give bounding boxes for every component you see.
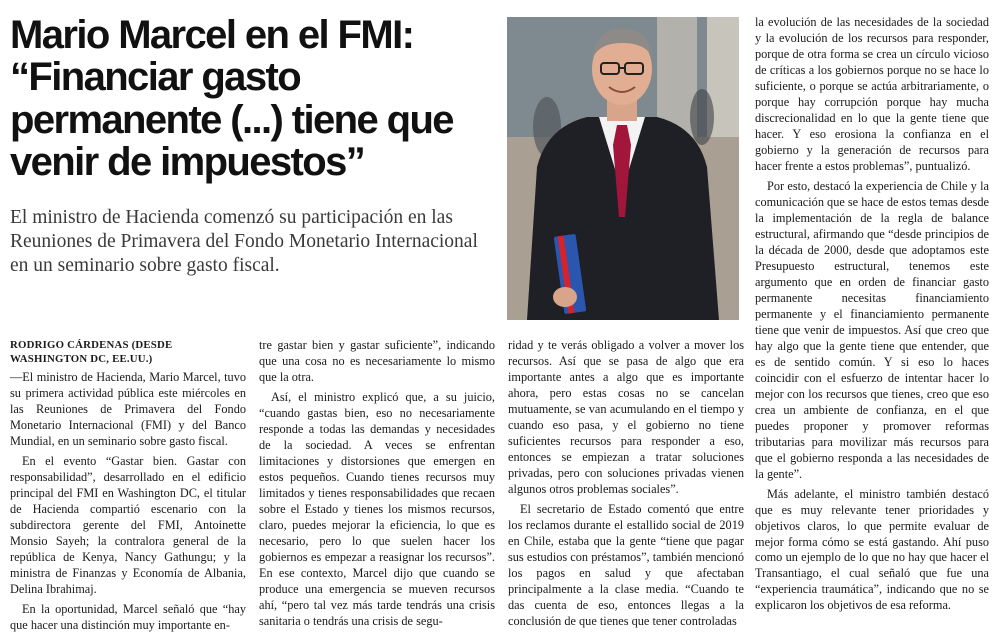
article-deck: El ministro de Hacienda comenzó su participación en las Reuniones de Primavera del Fondo Monetario Internacional en un seminario sobre gasto fiscal. <box>10 207 478 276</box>
person-photo-icon <box>507 17 739 320</box>
paragraph: —El ministro de Hacienda, Mario Marcel, tuvo su primera actividad pública este miércoles en las Reuniones de Primavera del Fondo Monetario Internacional (FMI) y del Banco Mundial, en un seminario sobre gasto fiscal. <box>10 370 246 448</box>
paragraph: El secretario de Estado comentó que entre los reclamos durante el estallido social de 2019 en Chile, estaba que la gente “tiene que pagar sus estudios con préstamos”, también mencionó los pagos en salud y que afectaban principalmente a la clase media. “Cuando te das cuenta de eso, entonces llegas a la conclusión de que tienes que tener controladas <box>508 501 744 628</box>
paragraph: ridad y te verás obligado a volver a mover los recursos. Así que se pasa de algo que era importante antes a algo que es importante ahora, pero estas cosas no se cancelan mutuamente, se van acumulando en el tiempo y cuando eso pasa, y el gobierno no tiene suficientes recursos para responder a eso, entonces se empiezan a tratar soluciones privadas, pero con soluciones privadas vienen algunos otros problemas sociales”. <box>508 338 744 496</box>
paragraph: En el evento “Gastar bien. Gastar con responsabilidad”, desarrollado en el edificio principal del FMI en Washington DC, el titular de Hacienda compartió escenario con la subdirectora gerente del FMI, Antoinette Monsio Sayeh; la contralora general de la república de Kenya, Nancy Gathungu; y la ministra de Finanzas y Economía de Albania, Delina Ibrahimaj. <box>10 453 246 596</box>
paragraph: Así, el ministro explicó que, a su juicio, “cuando gastas bien, eso no necesariamente responde a todas las demandas y necesidades de la sociedad. A veces se enfrentan limitaciones y distorsiones que emergen en estos pequeños. Cuando tienes recursos muy limitados y tienes responsabilidades que recaen sobre el Estado y tienes los mismos recursos, claro, puedes mejorar la eficiencia, lo que es necesario, pero lo que suelen hacer los gobiernos es empezar a reasignar los recursos”. En ese contexto, Marcel dijo que cuando se produce una emergencia se mueven recursos ahí, “pero tal vez más tarde tendrás una crisis sanitaria o tendrás una crisis de segu- <box>259 389 495 628</box>
article-photo <box>507 17 739 320</box>
paragraph: En la oportunidad, Marcel señaló que “hay que hacer una distinción muy importante en- <box>10 601 246 632</box>
article-column-2 <box>259 338 495 634</box>
paragraph: la evolución de las necesidades de la sociedad y la evolución de los recursos para responder, porque de otra forma se crea un círculo vicioso de críticas a los gobiernos porque no se hace lo suficiente, o porque se actúa arbitrariamente, o porque hay corrupción porque hay mucha discrecionalidad en lo que la gente tiene que hacer. Y eso erosiona la confianza en el gobierno y la generación de recursos para hacer frente a estos problemas”, puntualizó. <box>755 15 989 173</box>
article-column-1 <box>10 338 246 638</box>
paragraph: tre gastar bien y gastar suficiente”, indicando que una cosa no es necesariamente lo mismo que la otra. <box>259 338 495 384</box>
article-column-3 <box>508 338 744 634</box>
headline: Mario Marcel en el FMI: “Financiar gasto permanente (...) tiene que venir de impuestos” <box>10 13 453 185</box>
article-column-4 <box>755 15 989 618</box>
paragraph: Por esto, destacó la experiencia de Chile y la comunicación que se hace de estos temas desde la implementación de la regla de balance estructural, afirmando que “desde principios de la década de 2000, desde que adoptamos este Presupuesto estructural, tenemos este argumento que en orden de financiar gasto permanente necesitas financiamiento permanente y el financiamiento permanente tiene que venir de impuestos. Así que creo que hay algo que la gente tiene que entender, que es de sentido común. Y si eso lo haces coincidir con el esfuerzo de intentar hacer lo mejor con los recursos que tienes, creo que eso crea un ambiente de confianza, en el que puedes proponer y promover reformas tributarias para movilizar más recursos para que el gobierno responda a las necesidades de la gente”. <box>755 178 989 481</box>
paragraph: Más adelante, el ministro también destacó que es muy relevante tener prioridades y objetivos claros, lo que permite evaluar de mejor forma cómo se está gastando. Ahí puso como un ejemplo de lo que no hay que hacer el Transantiago, el cual señaló que fue una “experiencia traumática”, indicando que no se explicaron los objetivos de esa reforma. <box>755 486 989 613</box>
byline: RODRIGO CÁRDENAS (DESDE WASHINGTON DC, EE.UU.) <box>10 339 173 366</box>
